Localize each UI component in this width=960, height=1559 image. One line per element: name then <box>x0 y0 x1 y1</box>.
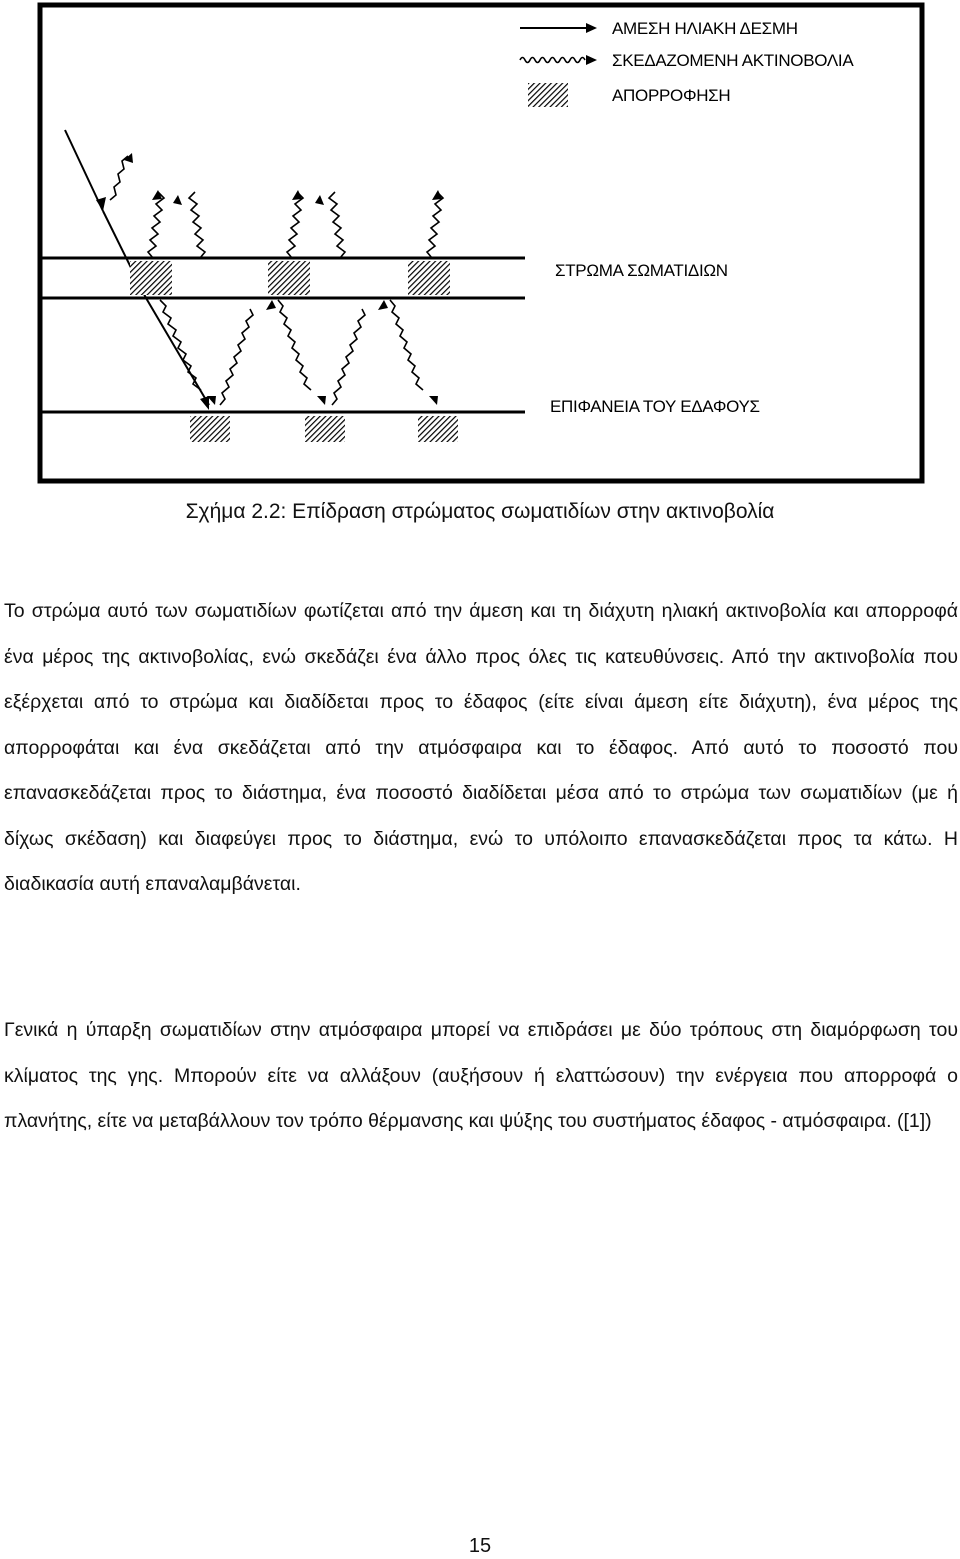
absorption-ground-patches <box>190 416 458 442</box>
ground-label: ΕΠΙΦΑΝΕΙΑ ΤΟΥ ΕΔΑΦΟΥΣ <box>550 397 760 416</box>
hatch-swatch-icon <box>528 83 568 107</box>
legend-absorption <box>528 83 730 107</box>
legend-scattered-label: ΣΚΕΔΑΖΟΜΕΝΗ ΑΚΤΙΝΟΒΟΛΙΑ <box>612 51 854 70</box>
figure-frame <box>40 5 922 481</box>
legend-direct-beam <box>520 19 798 38</box>
page-number: 15 <box>468 1535 492 1557</box>
figure-diagram <box>0 0 960 490</box>
body-paragraph-1: Το στρώμα αυτό των σωματιδίων φωτίζεται από την άμεση και τη διάχυτη ηλιακή ακτινοβολία και απορροφά ένα μέρος της ακτινοβολίας, ενώ σκεδάζει ένα άλλο προς όλες τις κατευθύνσεις. Από την ακτινοβολία που εξέρχεται από το στρώμα και διαδίδεται προς το έδαφος (είτε είναι άμεση είτε διάχυτη), ένα μέρος της απορροφάται και ένα σκεδάζεται από την ατμόσφαιρα και το έδαφος. Από αυτό το ποσοστό που επανασκεδάζεται προς το διάστημα, ένα ποσοστό διαδίδεται μέσα από το στρώμα των σωματιδίων (με ή δίχως σκέδαση) και διαφεύγει προς το διάστημα, ενώ το υπόλοιπο επανασκεδάζεται προς τα κάτω. Η διαδικασία αυτή επαναλαμβάνεται. <box>4 600 958 895</box>
scattered-upward-waves <box>110 153 443 258</box>
arrow-right-icon <box>586 23 597 33</box>
particle-layer-label: ΣΤΡΩΜΑ ΣΩΜΑΤΙΔΙΩΝ <box>555 261 728 280</box>
legend-direct-beam-label: ΑΜΕΣΗ ΗΛΙΑΚΗ ΔΕΣΜΗ <box>612 19 798 38</box>
figure-particle-layer-radiation <box>0 0 960 490</box>
arrow-right-icon <box>586 55 597 65</box>
figure-caption: Σχήμα 2.2: Επίδραση στρώματος σωματιδίων στην ακτινοβολία <box>185 500 775 523</box>
scattered-downward-waves <box>160 300 438 405</box>
absorption-layer-patches <box>130 261 450 295</box>
legend-scattered-radiation <box>520 51 854 70</box>
body-paragraph-2: Γενικά η ύπαρξη σωματιδίων στην ατμόσφαιρα μπορεί να επιδράσει με δύο τρόπους στη διαμόρφωση του κλίματος της γης. Μπορούν είτε να αλλάξουν (αυξήσουν ή ελαττώσουν) την ενέργεια που απορροφά ο πλανήτης, είτε να μεταβάλλουν τον τρόπο θέρμανσης και ψύξης του συστήματος έδαφος - ατμόσφαιρα. ([1]) <box>4 1019 958 1132</box>
legend-absorption-label: ΑΠΟΡΡΟΦΗΣΗ <box>612 86 731 105</box>
